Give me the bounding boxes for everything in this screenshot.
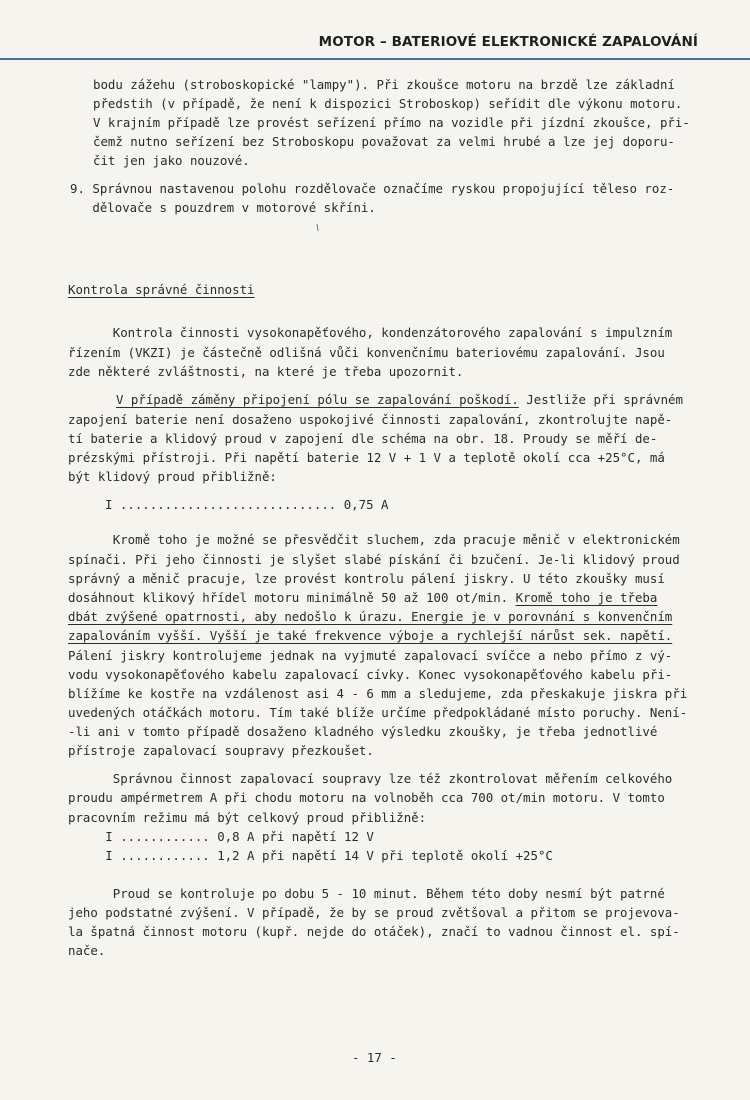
text-span: dosáhnout klikový hřídel motoru minimálně 50 až 100 ot/min.	[68, 590, 516, 605]
text-line: předstih (v případě, že není k dispozici Stroboskop) seřídit dle výkonu motoru.	[93, 96, 683, 111]
text-line: Kontrola činnosti vysokonapěťového, kondenzátorového zapalování s impulzním	[68, 325, 673, 340]
stray-mark	[317, 224, 319, 231]
current-value-line: I ............ 1,2 A při napětí 14 V při teplotě okolí +25°C	[68, 848, 553, 863]
text-line: prézskými přístroji. Při napětí baterie 12 V + 1 V a teplotě okolí cca +25°C, má	[68, 450, 665, 465]
text-line: dělovače s pouzdrem v motorové skříni.	[70, 200, 376, 215]
text-line: la špatná činnost motoru (kupř. nejde do otáček), značí to vadnou činnost el. spí-	[68, 924, 680, 939]
text-line: Proud se kontroluje po dobu 5 - 10 minut. Během této doby nesmí být patrné	[68, 886, 665, 901]
underlined-warning: zapalováním vyšší. Vyšší je také frekvence výboje a rychlejší nárůst sek. napětí.	[68, 628, 673, 643]
text-line: správný a měnič pracuje, lze provést kontrolu pálení jiskry. U této zkoušky musí	[68, 571, 665, 586]
page-number: - 17 -	[352, 1050, 397, 1065]
text-line: čemž nutno seřízení bez Stroboskopu považovat za velmi hrubé a lze jej doporu-	[93, 134, 675, 149]
text-line: -li ani v tomto případě dosaženo kladného výsledku zkoušky, je třeba jednotlivé	[68, 724, 658, 739]
underlined-warning: V případě záměny připojení pólu se zapalování poškodí.	[116, 392, 519, 407]
text-span: Jestliže při správném	[518, 392, 683, 407]
underlined-warning: dbát zvýšené opatrnosti, aby nedošlo k úrazu. Energie je v porovnání s konvenčním	[68, 609, 673, 624]
text-line: vodu vysokonapěťového kabelu zapalovací cívky. Konec vysokonapěťového kabelu při-	[68, 667, 673, 682]
text-line: Správnou činnost zapalovací soupravy lze též zkontrolovat měřením celkového	[68, 771, 673, 786]
text-line: zde některé zvláštnosti, na které je třeba upozornit.	[68, 364, 464, 379]
text-line: Pálení jiskry kontrolujeme jednak na vyjmuté zapalovací svíčce a nebo přímo z vý-	[68, 648, 673, 663]
text-line: pracovním režimu má být celkový proud přibližně:	[68, 810, 427, 825]
text-line: V krajním případě lze provést seřízení přímo na vozidle při jízdní zkoušce, při-	[93, 115, 690, 130]
text-line: uvedených otáčkách motoru. Tím také blíže určíme předpokládané místo poruchy. Není-	[68, 705, 688, 720]
underlined-warning: Kromě toho je třeba	[515, 590, 658, 605]
warning-line	[116, 392, 683, 408]
text-line	[68, 590, 657, 606]
text-line: čit jen jako nouzové.	[93, 153, 250, 168]
page-header-title: MOTOR – BATERIOVÉ ELEKTRONICKÉ ZAPALOVÁNÍ	[318, 34, 698, 50]
text-line: Kromě toho je možné se přesvědčit sluchem, zda pracuje měnič v elektronickém	[68, 532, 680, 547]
text-line: jeho podstatné zvýšení. V případě, že by se proud zvětšoval a přitom se projevova-	[68, 905, 680, 920]
text-line: být klidový proud přibližně:	[68, 469, 277, 484]
text-line: tí baterie a klidový proud v zapojení dle schéma na obr. 18. Proudy se měří de-	[68, 431, 658, 446]
text-line: proudu ampérmetrem A při chodu motoru na volnoběh cca 700 ot/min motoru. V tomto	[68, 790, 665, 805]
text-line: bodu zážehu (stroboskopické "lampy"). Při zkoušce motoru na brzdě lze základní	[93, 77, 675, 92]
text-line: blížíme ke kostře na vzdálenost asi 4 - 6 mm a sledujeme, zda přeskakuje jiskra při	[68, 686, 688, 701]
current-value-line: I ............ 0,8 A při napětí 12 V	[68, 829, 374, 844]
section-heading: Kontrola správné činnosti	[68, 282, 255, 297]
text-line: nače.	[68, 943, 106, 958]
text-line: přístroje zapalovací soupravy přezkoušet.	[68, 743, 374, 758]
header-rule	[0, 58, 750, 60]
text-line: zapojení baterie není dosaženo uspokojivé činnosti zapalování, zkontrolujte napě-	[68, 412, 673, 427]
text-line: řízením (VKZI) je částečně odlišná vůči konvenčnímu bateriovému zapalování. Jsou	[68, 345, 665, 360]
quiescent-current-value: I ............................. 0,75 A	[105, 497, 389, 512]
text-line: spínači. Při jeho činnosti je slyšet slabé pískání či bzučení. Je-li klidový proud	[68, 552, 680, 567]
numbered-item-9: 9. Správnou nastavenou polohu rozdělovače označíme ryskou propojující těleso roz-	[70, 181, 675, 196]
